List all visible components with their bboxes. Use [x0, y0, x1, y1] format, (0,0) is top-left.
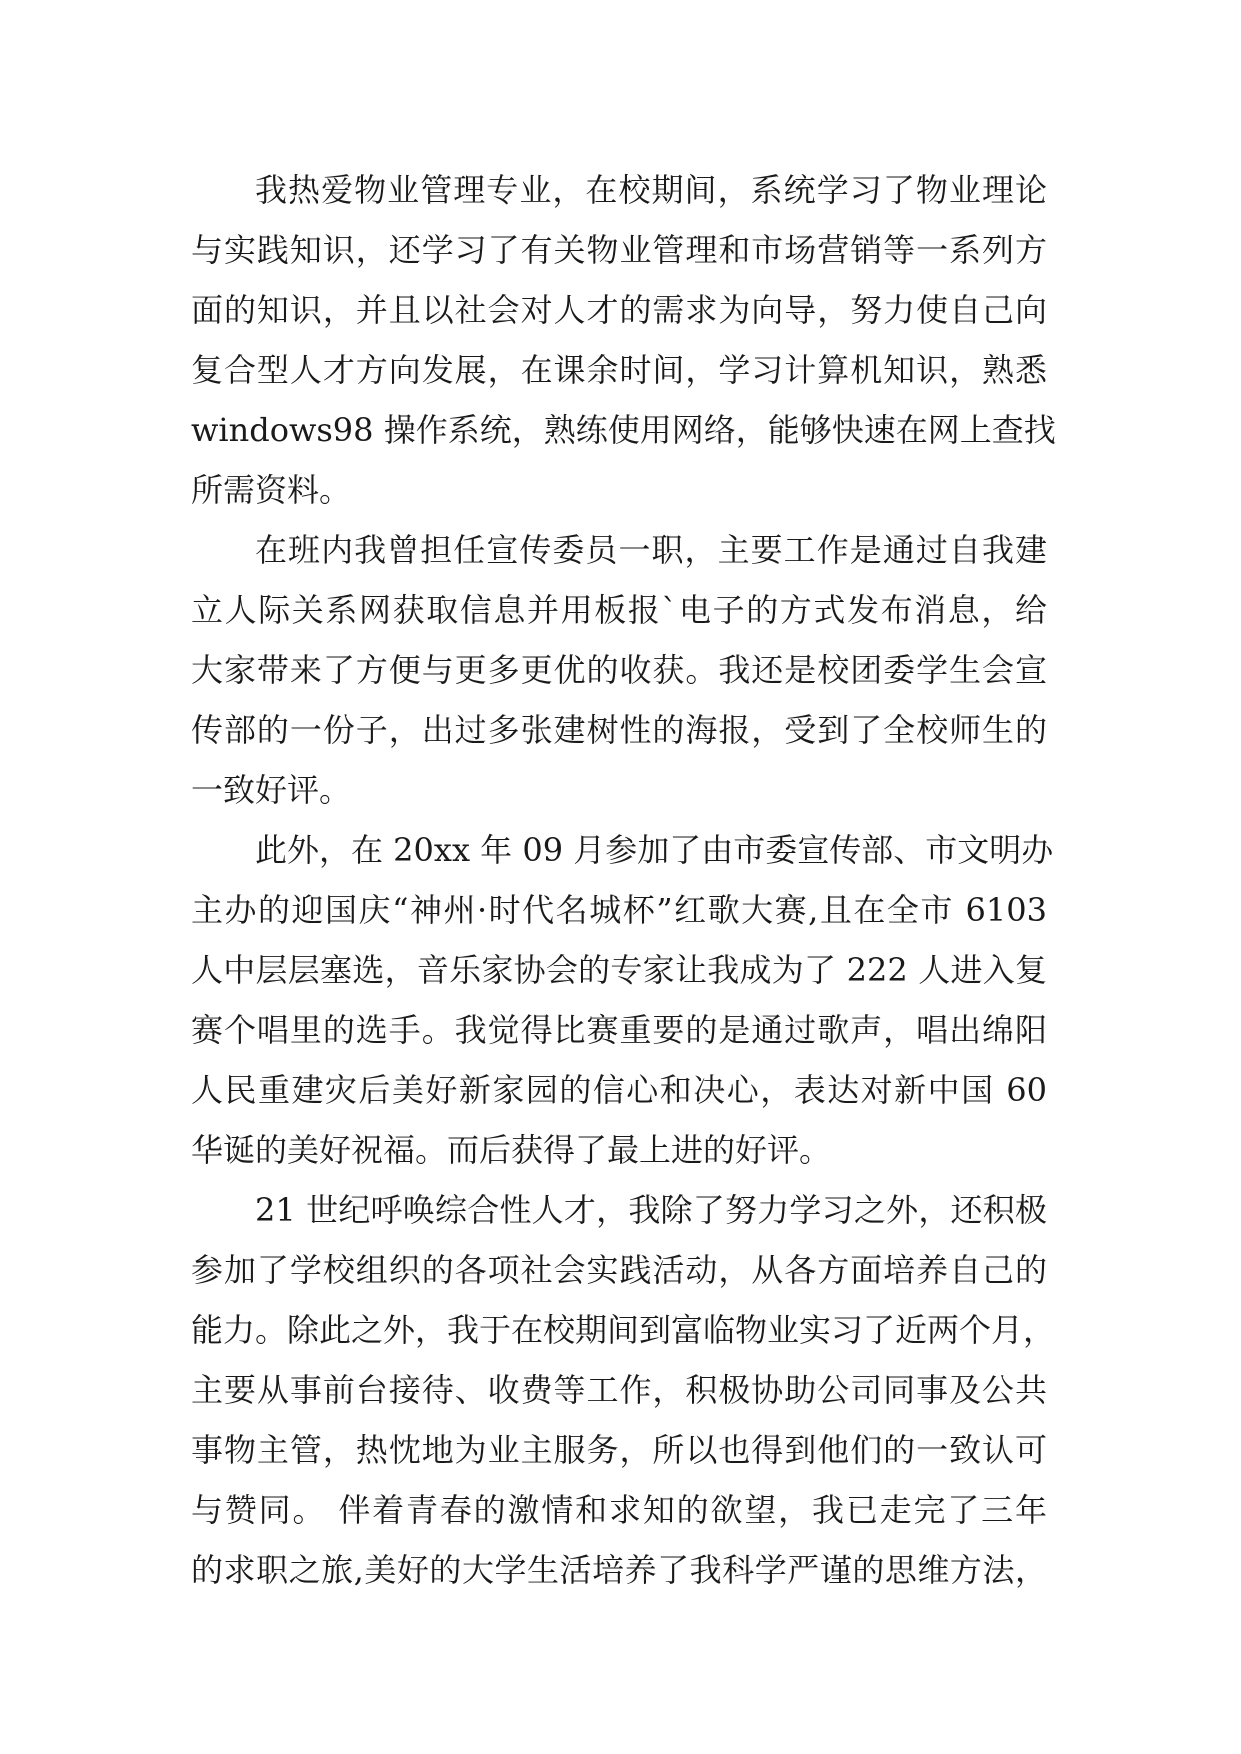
text-line: 大家带来了方便与更多更优的收获。我还是校团委学生会宣: [191, 651, 1047, 689]
text-line: 主要从事前台接待、收费等工作，积极协助公司同事及公共: [191, 1371, 1047, 1409]
text-line: 21 世纪呼唤综合性人才，我除了努力学习之外，还积极: [255, 1191, 1047, 1229]
text-line: 此外，在 20xx 年 09 月参加了由市委宣传部、市文明办: [255, 831, 1054, 869]
text-line: 人民重建灾后美好新家园的信心和决心，表达对新中国 60: [191, 1071, 1047, 1109]
text-line: 一致好评。: [191, 771, 352, 809]
text-line: windows98 操作系统，熟练使用网络，能够快速在网上查找: [191, 411, 1056, 449]
paragraph-contest: [191, 820, 1054, 1180]
text-line: 复合型人才方向发展，在课余时间，学习计算机知识，熟悉: [191, 351, 1047, 389]
text-line: 立人际关系网获取信息并用板报`电子的方式发布消息，给: [191, 591, 1047, 629]
text-line: 主办的迎国庆“神州·时代名城杯”红歌大赛,且在全市 6103: [191, 891, 1047, 929]
text-line: 事物主管，热忱地为业主服务，所以也得到他们的一致认可: [191, 1431, 1047, 1469]
text-line: 华诞的美好祝福。而后获得了最上进的好评。: [191, 1131, 832, 1169]
text-line: 与实践知识，还学习了有关物业管理和市场营销等一系列方: [191, 231, 1047, 269]
text-line: 赛个唱里的选手。我觉得比赛重要的是通过歌声，唱出绵阳: [191, 1011, 1047, 1049]
text-line: 所需资料。: [191, 471, 352, 509]
text-line: 面的知识，并且以社会对人才的需求为向导，努力使自己向: [191, 291, 1047, 329]
text-line: 参加了学校组织的各项社会实践活动，从各方面培养自己的: [191, 1251, 1047, 1289]
text-line: 传部的一份子，出过多张建树性的海报，受到了全校师生的: [191, 711, 1047, 749]
text-line: 人中层层塞选，音乐家协会的专家让我成为了 222 人进入复: [191, 951, 1047, 989]
document-body: [191, 160, 1056, 1600]
text-line: 我热爱物业管理专业，在校期间，系统学习了物业理论: [255, 171, 1047, 209]
text-line: 的求职之旅,美好的大学生活培养了我科学严谨的思维方法，: [191, 1551, 1047, 1589]
paragraph-class-role: [191, 520, 1047, 820]
text-line: 与赞同。 伴着青春的激情和求知的欲望，我已走完了三年: [191, 1491, 1047, 1529]
paragraph-major: [191, 160, 1056, 520]
paragraph-practice: [191, 1180, 1056, 1600]
text-line: 在班内我曾担任宣传委员一职，主要工作是通过自我建: [255, 531, 1047, 569]
text-line: 能力。除此之外，我于在校期间到富临物业实习了近两个月，: [191, 1311, 1056, 1349]
